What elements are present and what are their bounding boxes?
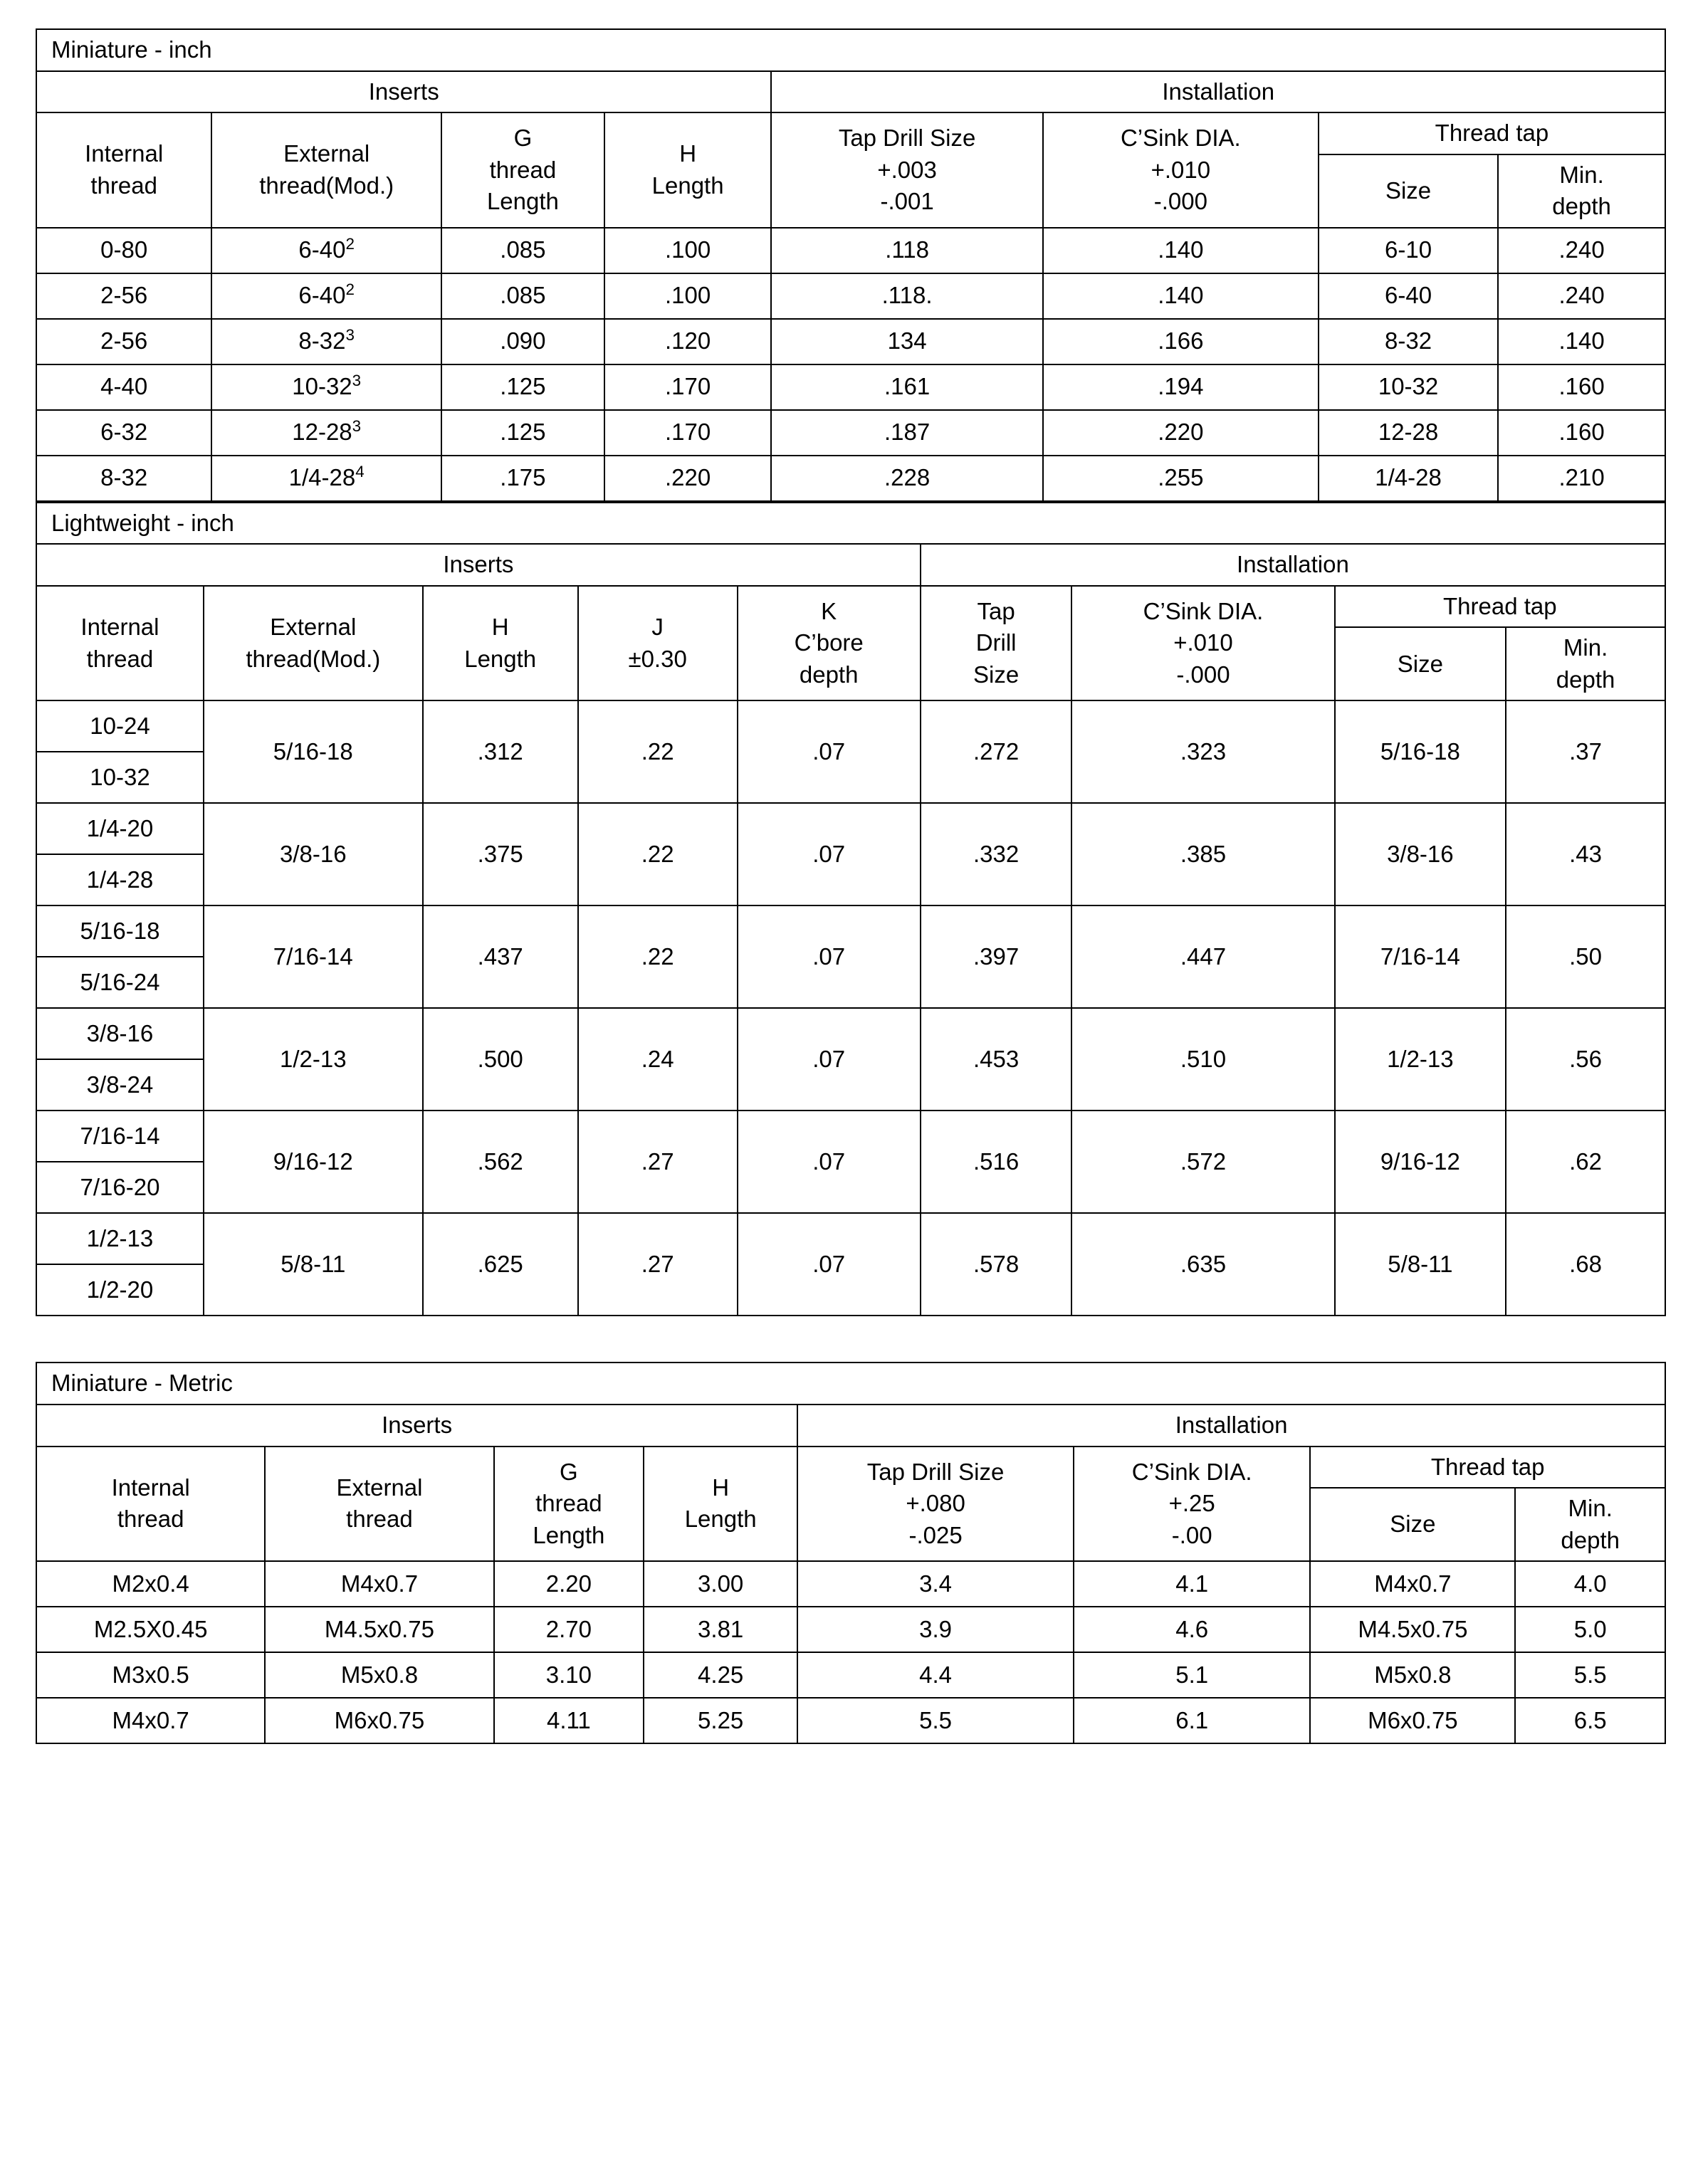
table-miniature-inch (36, 28, 1666, 502)
cell-csink-dia: .194 (1043, 364, 1319, 410)
cell-thread-tap-min-depth: .50 (1506, 905, 1665, 1008)
cell-internal-thread: 1/2-13 (36, 1213, 204, 1264)
cell-thread-tap-size: M6x0.75 (1310, 1698, 1515, 1743)
cell-thread-tap-size: 9/16-12 (1335, 1111, 1506, 1213)
cell-csink-dia: .166 (1043, 319, 1319, 364)
column-header-row (36, 586, 1665, 628)
cell-g-thread-length: .085 (441, 228, 604, 273)
cell-internal-thread: 8-32 (36, 456, 211, 501)
cell-thread-tap-min-depth: 6.5 (1515, 1698, 1665, 1743)
cell-h-length: 4.25 (644, 1652, 797, 1698)
cell-h-length: .625 (423, 1213, 578, 1316)
cell-external-thread: $10-32^3$ (211, 364, 441, 410)
cell-thread-tap-min-depth: .210 (1498, 456, 1665, 501)
col-csink-dia: C’Sink DIA. +.25 -.00 (1074, 1447, 1310, 1562)
cell-thread-tap-size: M4x0.7 (1310, 1561, 1515, 1607)
table-row (36, 456, 1665, 501)
cell-external-thread: M4x0.7 (265, 1561, 493, 1607)
col-tap-drill-size: Tap Drill Size +.080 -.025 (797, 1447, 1074, 1562)
cell-csink-dia: .255 (1043, 456, 1319, 501)
cell-thread-tap-size: 5/16-18 (1335, 700, 1506, 803)
cell-j-value: .22 (578, 905, 738, 1008)
cell-internal-thread: 10-32 (36, 752, 204, 803)
col-external-thread: External thread(Mod.) (204, 586, 423, 701)
cell-thread-tap-size: 6-10 (1319, 228, 1498, 273)
table-miniature-metric (36, 1362, 1666, 1744)
cell-h-length: .100 (604, 273, 772, 319)
cell-tap-drill-size: 3.9 (797, 1607, 1074, 1652)
col-thread-tap-min-depth: Min. depth (1506, 627, 1665, 700)
cell-thread-tap-size: 1/4-28 (1319, 456, 1498, 501)
cell-internal-thread: M2x0.4 (36, 1561, 265, 1607)
cell-internal-thread: 10-24 (36, 700, 204, 752)
cell-internal-thread: 7/16-20 (36, 1162, 204, 1213)
col-csink-dia: C’Sink DIA. +.010 -.000 (1071, 586, 1334, 701)
cell-g-thread-length: .085 (441, 273, 604, 319)
col-h-length: H Length (644, 1447, 797, 1562)
group-header-inserts: Inserts (36, 1405, 797, 1447)
cell-csink-dia: .140 (1043, 228, 1319, 273)
cell-g-thread-length: .090 (441, 319, 604, 364)
col-k-cbore-depth: K C’bore depth (738, 586, 921, 701)
cell-external-thread: M5x0.8 (265, 1652, 493, 1698)
table-title: Miniature - inch (36, 29, 1665, 71)
table-title-row (36, 503, 1665, 545)
cell-k-cbore-depth: .07 (738, 1213, 921, 1316)
table-row (36, 1561, 1665, 1607)
cell-internal-thread: M4x0.7 (36, 1698, 265, 1743)
cell-g-thread-length: 2.20 (494, 1561, 644, 1607)
cell-internal-thread: 1/2-20 (36, 1264, 204, 1316)
cell-k-cbore-depth: .07 (738, 1008, 921, 1111)
cell-h-length: .220 (604, 456, 772, 501)
cell-thread-tap-min-depth: .56 (1506, 1008, 1665, 1111)
cell-tap-drill-size: .187 (771, 410, 1042, 456)
cell-external-thread: $8-32^3$ (211, 319, 441, 364)
group-header-row (36, 1405, 1665, 1447)
cell-g-thread-length: .125 (441, 410, 604, 456)
col-thread-tap-min-depth: Min. depth (1515, 1488, 1665, 1561)
cell-thread-tap-size: 8-32 (1319, 319, 1498, 364)
cell-tap-drill-size: .118 (771, 228, 1042, 273)
cell-internal-thread: 3/8-16 (36, 1008, 204, 1059)
col-thread-tap-size: Size (1319, 154, 1498, 228)
table-row (36, 1698, 1665, 1743)
cell-tap-drill-size: 3.4 (797, 1561, 1074, 1607)
cell-csink-dia: 5.1 (1074, 1652, 1310, 1698)
cell-internal-thread: M3x0.5 (36, 1652, 265, 1698)
group-header-inserts: Inserts (36, 71, 771, 113)
col-thread-tap: Thread tap (1319, 112, 1665, 154)
col-external-thread: External thread(Mod.) (211, 112, 441, 228)
table-row (36, 273, 1665, 319)
table-row (36, 1652, 1665, 1698)
table-row (36, 1607, 1665, 1652)
cell-j-value: .22 (578, 803, 738, 905)
table-row (36, 700, 1665, 752)
cell-csink-dia: .385 (1071, 803, 1334, 905)
cell-j-value: .22 (578, 700, 738, 803)
col-g-thread-length: G thread Length (494, 1447, 644, 1562)
cell-csink-dia: .572 (1071, 1111, 1334, 1213)
cell-thread-tap-min-depth: .240 (1498, 228, 1665, 273)
cell-internal-thread: 3/8-24 (36, 1059, 204, 1111)
cell-tap-drill-size: 134 (771, 319, 1042, 364)
table-gap (36, 1316, 1670, 1362)
col-thread-tap: Thread tap (1310, 1447, 1665, 1489)
cell-internal-thread: 1/4-28 (36, 854, 204, 905)
cell-h-length: 3.81 (644, 1607, 797, 1652)
cell-h-length: .100 (604, 228, 772, 273)
group-header-installation: Installation (921, 544, 1665, 586)
cell-k-cbore-depth: .07 (738, 700, 921, 803)
group-header-inserts: Inserts (36, 544, 921, 586)
cell-internal-thread: 4-40 (36, 364, 211, 410)
cell-tap-drill-size: .228 (771, 456, 1042, 501)
cell-thread-tap-min-depth: .68 (1506, 1213, 1665, 1316)
column-header-row (36, 1447, 1665, 1489)
table-row (36, 1111, 1665, 1162)
cell-csink-dia: .635 (1071, 1213, 1334, 1316)
cell-h-length: .500 (423, 1008, 578, 1111)
col-h-length: H Length (423, 586, 578, 701)
cell-thread-tap-min-depth: 5.5 (1515, 1652, 1665, 1698)
cell-thread-tap-size: M5x0.8 (1310, 1652, 1515, 1698)
cell-external-thread: 7/16-14 (204, 905, 423, 1008)
cell-external-thread: $1/4-28^4$ (211, 456, 441, 501)
cell-csink-dia: .220 (1043, 410, 1319, 456)
table-row (36, 364, 1665, 410)
cell-thread-tap-size: 5/8-11 (1335, 1213, 1506, 1316)
cell-external-thread: 1/2-13 (204, 1008, 423, 1111)
cell-thread-tap-min-depth: .140 (1498, 319, 1665, 364)
cell-h-length: .170 (604, 364, 772, 410)
cell-internal-thread: 5/16-18 (36, 905, 204, 957)
cell-thread-tap-size: 10-32 (1319, 364, 1498, 410)
cell-tap-drill-size: .516 (921, 1111, 1072, 1213)
cell-csink-dia: .140 (1043, 273, 1319, 319)
cell-h-length: .562 (423, 1111, 578, 1213)
table-row (36, 228, 1665, 273)
group-header-row (36, 544, 1665, 586)
col-j-tolerance: J ±0.30 (578, 586, 738, 701)
cell-j-value: .27 (578, 1111, 738, 1213)
table-row (36, 1213, 1665, 1264)
cell-h-length: .375 (423, 803, 578, 905)
cell-external-thread: M4.5x0.75 (265, 1607, 493, 1652)
cell-thread-tap-min-depth: .43 (1506, 803, 1665, 905)
group-header-installation: Installation (797, 1405, 1665, 1447)
col-internal-thread: Internal thread (36, 112, 211, 228)
cell-thread-tap-size: 6-40 (1319, 273, 1498, 319)
cell-tap-drill-size: .578 (921, 1213, 1072, 1316)
cell-thread-tap-min-depth: 5.0 (1515, 1607, 1665, 1652)
cell-csink-dia: 6.1 (1074, 1698, 1310, 1743)
cell-tap-drill-size: .118. (771, 273, 1042, 319)
cell-thread-tap-min-depth: 4.0 (1515, 1561, 1665, 1607)
cell-tap-drill-size: .272 (921, 700, 1072, 803)
table-title-row (36, 29, 1665, 71)
cell-thread-tap-size: 3/8-16 (1335, 803, 1506, 905)
col-tap-drill-size: Tap Drill Size (921, 586, 1072, 701)
cell-external-thread: 3/8-16 (204, 803, 423, 905)
cell-tap-drill-size: .332 (921, 803, 1072, 905)
cell-thread-tap-min-depth: .62 (1506, 1111, 1665, 1213)
cell-thread-tap-min-depth: .240 (1498, 273, 1665, 319)
table-row (36, 319, 1665, 364)
col-thread-tap: Thread tap (1335, 586, 1665, 628)
cell-k-cbore-depth: .07 (738, 1111, 921, 1213)
col-h-length: H Length (604, 112, 772, 228)
cell-csink-dia: .323 (1071, 700, 1334, 803)
cell-thread-tap-size: M4.5x0.75 (1310, 1607, 1515, 1652)
table-row (36, 410, 1665, 456)
col-csink-dia: C’Sink DIA. +.010 -.000 (1043, 112, 1319, 228)
cell-external-thread: $12-28^3$ (211, 410, 441, 456)
cell-external-thread: 5/16-18 (204, 700, 423, 803)
cell-k-cbore-depth: .07 (738, 803, 921, 905)
col-thread-tap-size: Size (1310, 1488, 1515, 1561)
cell-thread-tap-size: 1/2-13 (1335, 1008, 1506, 1111)
table-lightweight-inch (36, 502, 1666, 1317)
col-tap-drill-size: Tap Drill Size +.003 -.001 (771, 112, 1042, 228)
col-internal-thread: Internal thread (36, 586, 204, 701)
cell-h-length: .120 (604, 319, 772, 364)
table-title-row (36, 1363, 1665, 1405)
cell-g-thread-length: 3.10 (494, 1652, 644, 1698)
cell-thread-tap-size: 12-28 (1319, 410, 1498, 456)
cell-g-thread-length: 2.70 (494, 1607, 644, 1652)
table-row (36, 803, 1665, 854)
cell-h-length: 5.25 (644, 1698, 797, 1743)
col-thread-tap-size: Size (1335, 627, 1506, 700)
cell-external-thread: 9/16-12 (204, 1111, 423, 1213)
cell-g-thread-length: 4.11 (494, 1698, 644, 1743)
col-g-thread-length: G thread Length (441, 112, 604, 228)
col-thread-tap-min-depth: Min. depth (1498, 154, 1665, 228)
cell-k-cbore-depth: .07 (738, 905, 921, 1008)
column-header-row (36, 112, 1665, 154)
cell-internal-thread: 7/16-14 (36, 1111, 204, 1162)
cell-g-thread-length: .125 (441, 364, 604, 410)
table-title: Miniature - Metric (36, 1363, 1665, 1405)
cell-internal-thread: 2-56 (36, 319, 211, 364)
cell-csink-dia: 4.6 (1074, 1607, 1310, 1652)
col-internal-thread: Internal thread (36, 1447, 265, 1562)
cell-internal-thread: 2-56 (36, 273, 211, 319)
table-title: Lightweight - inch (36, 503, 1665, 545)
cell-tap-drill-size: .161 (771, 364, 1042, 410)
cell-j-value: .24 (578, 1008, 738, 1111)
cell-thread-tap-min-depth: .160 (1498, 410, 1665, 456)
cell-tap-drill-size: .453 (921, 1008, 1072, 1111)
cell-internal-thread: 1/4-20 (36, 803, 204, 854)
cell-external-thread: $6-40^2$ (211, 228, 441, 273)
table-row (36, 905, 1665, 957)
group-header-installation: Installation (771, 71, 1665, 113)
cell-internal-thread: 6-32 (36, 410, 211, 456)
cell-tap-drill-size: .397 (921, 905, 1072, 1008)
cell-tap-drill-size: 5.5 (797, 1698, 1074, 1743)
group-header-row (36, 71, 1665, 113)
cell-external-thread: $6-40^2$ (211, 273, 441, 319)
cell-csink-dia: 4.1 (1074, 1561, 1310, 1607)
cell-j-value: .27 (578, 1213, 738, 1316)
cell-csink-dia: .510 (1071, 1008, 1334, 1111)
cell-thread-tap-size: 7/16-14 (1335, 905, 1506, 1008)
cell-thread-tap-min-depth: .37 (1506, 700, 1665, 803)
cell-internal-thread: 5/16-24 (36, 957, 204, 1008)
cell-internal-thread: 0-80 (36, 228, 211, 273)
cell-h-length: .437 (423, 905, 578, 1008)
cell-h-length: .170 (604, 410, 772, 456)
cell-g-thread-length: .175 (441, 456, 604, 501)
col-external-thread: External thread (265, 1447, 493, 1562)
cell-external-thread: M6x0.75 (265, 1698, 493, 1743)
cell-external-thread: 5/8-11 (204, 1213, 423, 1316)
cell-tap-drill-size: 4.4 (797, 1652, 1074, 1698)
table-row (36, 1008, 1665, 1059)
cell-h-length: .312 (423, 700, 578, 803)
cell-thread-tap-min-depth: .160 (1498, 364, 1665, 410)
cell-csink-dia: .447 (1071, 905, 1334, 1008)
cell-h-length: 3.00 (644, 1561, 797, 1607)
cell-internal-thread: M2.5X0.45 (36, 1607, 265, 1652)
